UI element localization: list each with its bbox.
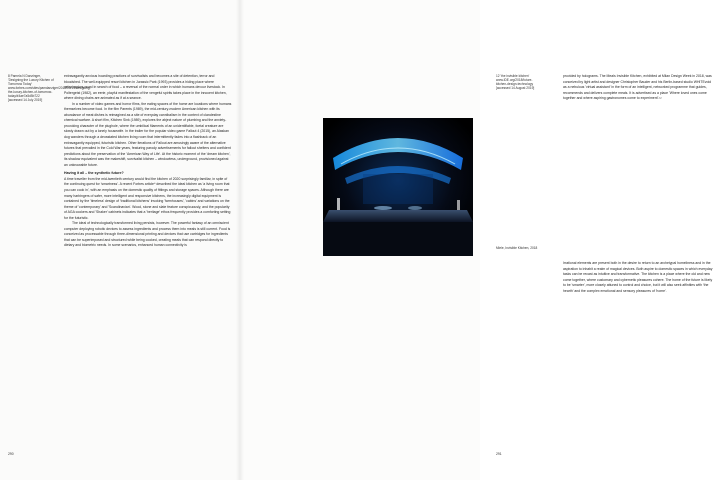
footnote-right: 12 'the invisible kitchen' www.IDE.org/2018/future-kitchen-design-technology [accessed 14 August 2019] [496, 74, 535, 90]
paragraph: The ideal of technologically transformed living persists, however. The powerful fantasy of an omniscient computer deploying robotic devices to assess ingredients and process them into meals is still current. Food is conceived as processable through three-dimensional printing and devices that use cartridges for ingredients that can be superimposed and structured while being cooked, creating meals that can respond directly to dietary and biometric needs. In some scenarios, enhanced human connectivity is [64, 221, 231, 248]
left-text-column [64, 74, 232, 249]
left-page [0, 0, 240, 480]
right-text-column-top [563, 74, 713, 102]
paragraph: A time traveller from the mid-twentieth century would find the kitchen of 2020 surprisingly familiar, in spite of the continuing quest for 'smartness'. A recent Forbes article⁸ described the ideal kitchen as 'a living room that you can cook in', with an emphasis on the domestic quality of fittings and storage spaces. Although there are many harbingers of safer, more intelligent and responsive kitchens, the increasingly digital equipment is contained by the 'timeless' design of 'traditional kitchens' invoking 'farmhouses', 'cabins' and variations on the theme of 'contemporary' and 'Scandinavian'. Wood, stone and slate feature conspicuously, and the popularity of AGA cookers and 'Shaker' cabinets indicates that a 'heritage' ethos frequently provides a comforting setting for the futuristic. [64, 176, 231, 220]
page-number-right: 291 [496, 452, 502, 456]
paragraph: extravagantly anxious hoarding practices of survivalists and becomes a site of detention, terror and bloodshed. The well-equipped resort kitchen in Jurassic Park (1993) provides a hiding place where velociraptors prowl in search of food – a reversal of the normal order in which humans devour livestock. In Poltergeist (1982), an eerie, playful manifestation of the vengeful spirits takes place in the innocent kitchen, where dining chairs are animated as if at a seance. [64, 74, 227, 101]
book-gutter [236, 0, 244, 480]
photo-illustration [323, 118, 473, 256]
footnote-left: 8 Pamela N Danzinger, 'Designing the Luxury Kitchen of Tomorrow Today' www.forbes.com/sites/pamdanziger/2018/10/14/designing-the-luxury-kitchen-of-tomorrow-today/#4ae7a5d5b722 [accessed 14 July 2019] [8, 74, 91, 102]
paragraph: Irrational elements are present both in the desire to return to an archetypal homeliness and in the aspiration to inhabit a realm of magical devices. Both aspire to domestic spaces in which everyday tasks can be recast as intuitive and transformative. The kitchen is a place where the old and new come together, where customary and cybernetic pleasures cohere. The home of the future is likely to be 'smarter', more closely attuned to control and choice, but it will also seek affinities with 'the hearth' and the complex emotional and sensory pleasures of 'home'. [563, 261, 713, 293]
section-heading: Having it all – the synthetic future? [64, 171, 124, 176]
hologram-glow [363, 174, 433, 204]
right-text-column-bottom [563, 261, 713, 294]
invisible-kitchen-photo [323, 118, 473, 256]
paragraph: provided by holograms. The Meals Invisible Kitchen, exhibited at Milan Design Week in 2018, was conceived by light artist and designer Christopher Bauder and his Berlin-based studio WHITEvoid as a nebulous 'virtual assistant' in the form of an intelligent, networked programme that guides, recommends and delivers complete meals. It is advertised as a place 'Where loved ones come together and where aspiring gastronomes come to experiment'.¹² [563, 74, 712, 101]
kitchen-table [323, 210, 473, 222]
paragraph: In a number of video games and horror films, the eating spaces of the home are locations where humans themselves become food. In the film Parents (1989), the mid-century-modern American kitchen with its abundance of meat dishes is reimagined as a site of everyday cannibalism in the context of clandestine chemical warfare. A short film, Kitchen Sink (1989), explores the abject nature of plumbing and the anxiety-provoking character of the plughole, where the umbilical filaments of an unidentifiable, foetal creature are slowly drawn out by a lonely housewife. In the trailer for the popular video game Fallout 4 (2015), an Alaskan dog wanders through a devastated kitchen living room that intermittently fades into a flashback of an extravagantly equipped, futuristic kitchen. Other iterations of Fallout are amusingly aware of the alternative futures that prevailed in the Cold War years, featuring parody advertisements for fallout shelters and confident predictions about the preservation of the 'American Way of Life'. At the historic moment of the 'dream kitchen', its shadow equivalent was the makeshift, survivalist kitchen – windowless, underground, provisioned against an unknowable future. [64, 101, 232, 167]
page-number-left: 290 [8, 452, 14, 456]
figure-caption: Miele, Invisible Kitchen, 2018 [496, 246, 538, 250]
